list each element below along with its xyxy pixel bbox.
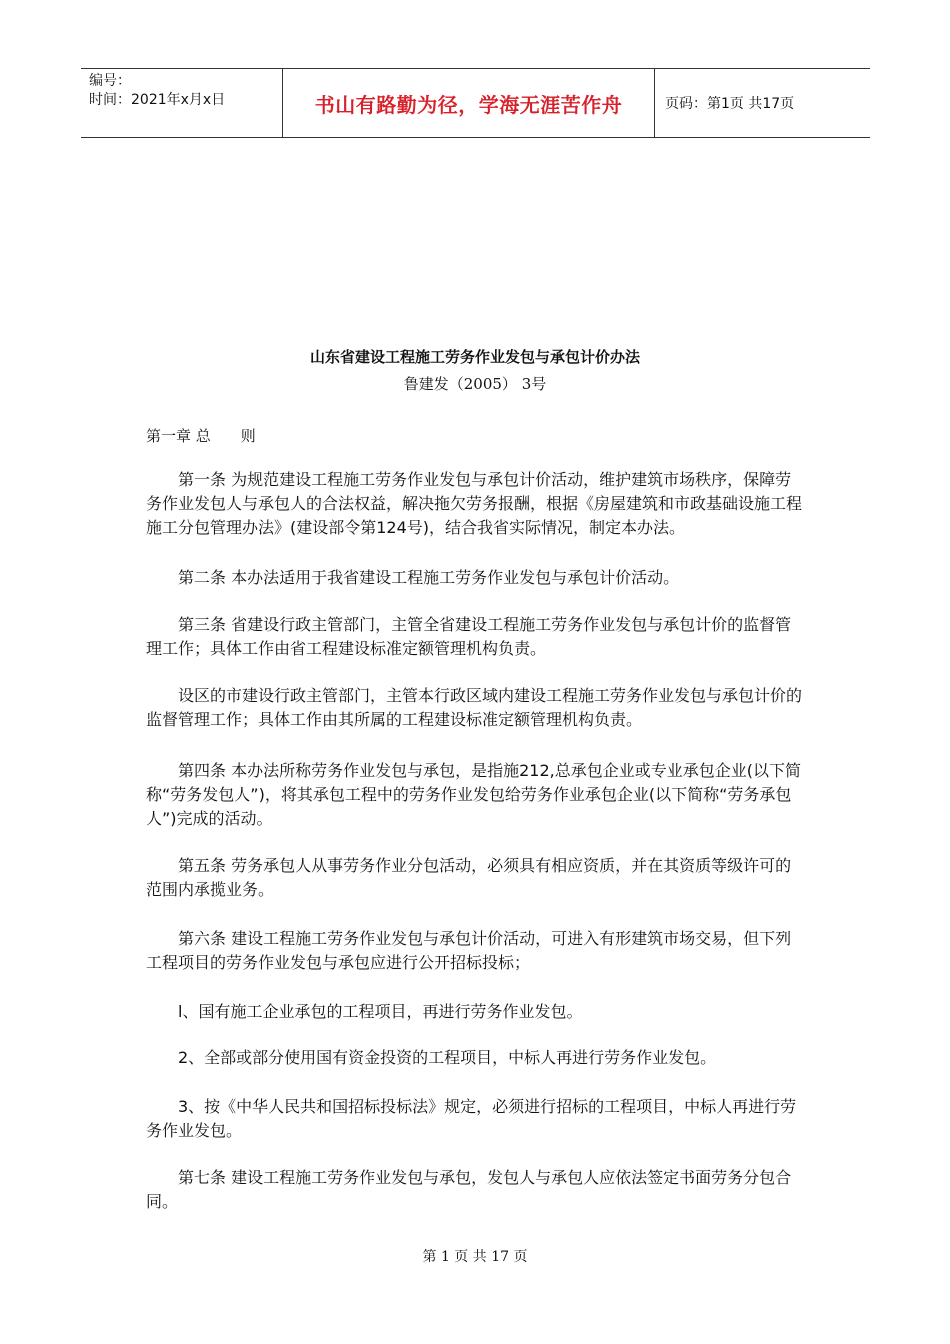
article-3: 第三条 省建设行政主管部门，主管全省建设工程施工劳务作业发包与承包计价的监督管理工作；具体工作由省工程建设标准定额管理机构负责。 <box>146 615 792 658</box>
document-subtitle: 鲁建发（2005） 3号 <box>403 375 547 393</box>
time-label: 时间：2021年x月x日 <box>89 92 226 108</box>
article-6-item-1: l、国有施工企业承包的工程项目，再进行劳务作业发包。 <box>178 1002 583 1021</box>
article-1: 第一条 为规范建设工程施工劳务作业发包与承包计价活动，维护建筑市场秩序，保障劳务作业发包人与承包人的合法权益，解决拖欠劳务报酬，根据《房屋建筑和市政基础设施工程施工分包管理办法》(建设部令第124号)，结合我省实际情况，制定本办法。 <box>146 470 803 537</box>
header-page-info: 页码：第1页 共17页 <box>665 96 795 112</box>
article-5: 第五条 劳务承包人从事劳务作业分包活动，必须具有相应资质，并在其资质等级许可的范围内承揽业务。 <box>146 856 792 899</box>
number-label: 编号： <box>89 73 131 89</box>
article-4: 第四条 本办法所称劳务作业发包与承包，是指施212,总承包企业或专业承包企业(以下简称“劳务发包人”)，将其承包工程中的劳务作业发包给劳务作业承包企业(以下简称“劳务承包人”)完成的活动。 <box>146 761 801 828</box>
article-6-item-2: 2、全部或部分使用国有资金投资的工程项目，中标人再进行劳务作业发包。 <box>178 1048 717 1067</box>
article-7: 第七条 建设工程施工劳务作业发包与承包，发包人与承包人应依法签定书面劳务分包合同。 <box>146 1168 792 1211</box>
article-3-paragraph-2: 设区的市建设行政主管部门，主管本行政区域内建设工程施工劳务作业发包与承包计价的监督管理工作；具体工作由其所属的工程建设标准定额管理机构负责。 <box>146 686 803 729</box>
article-2: 第二条 本办法适用于我省建设工程施工劳务作业发包与承包计价活动。 <box>178 568 680 587</box>
document-title: 山东省建设工程施工劳务作业发包与承包计价办法 <box>309 348 640 366</box>
article-6: 第六条 建设工程施工劳务作业发包与承包计价活动，可进入有形建筑市场交易，但下列工程项目的劳务作业发包与承包应进行公开招标投标； <box>146 929 792 972</box>
header-motto: 书山有路勤为径，学海无涯苦作舟 <box>282 69 655 137</box>
header-meta <box>81 69 282 137</box>
article-6-item-3: 3、按《中华人民共和国招标投标法》规定，必须进行招标的工程项目，中标人再进行劳务作业发包。 <box>146 1097 797 1140</box>
page-footer: 第 1 页 共 17 页 <box>422 1249 528 1265</box>
page-header <box>81 68 870 138</box>
chapter-heading: 第一章 总 则 <box>146 427 256 445</box>
